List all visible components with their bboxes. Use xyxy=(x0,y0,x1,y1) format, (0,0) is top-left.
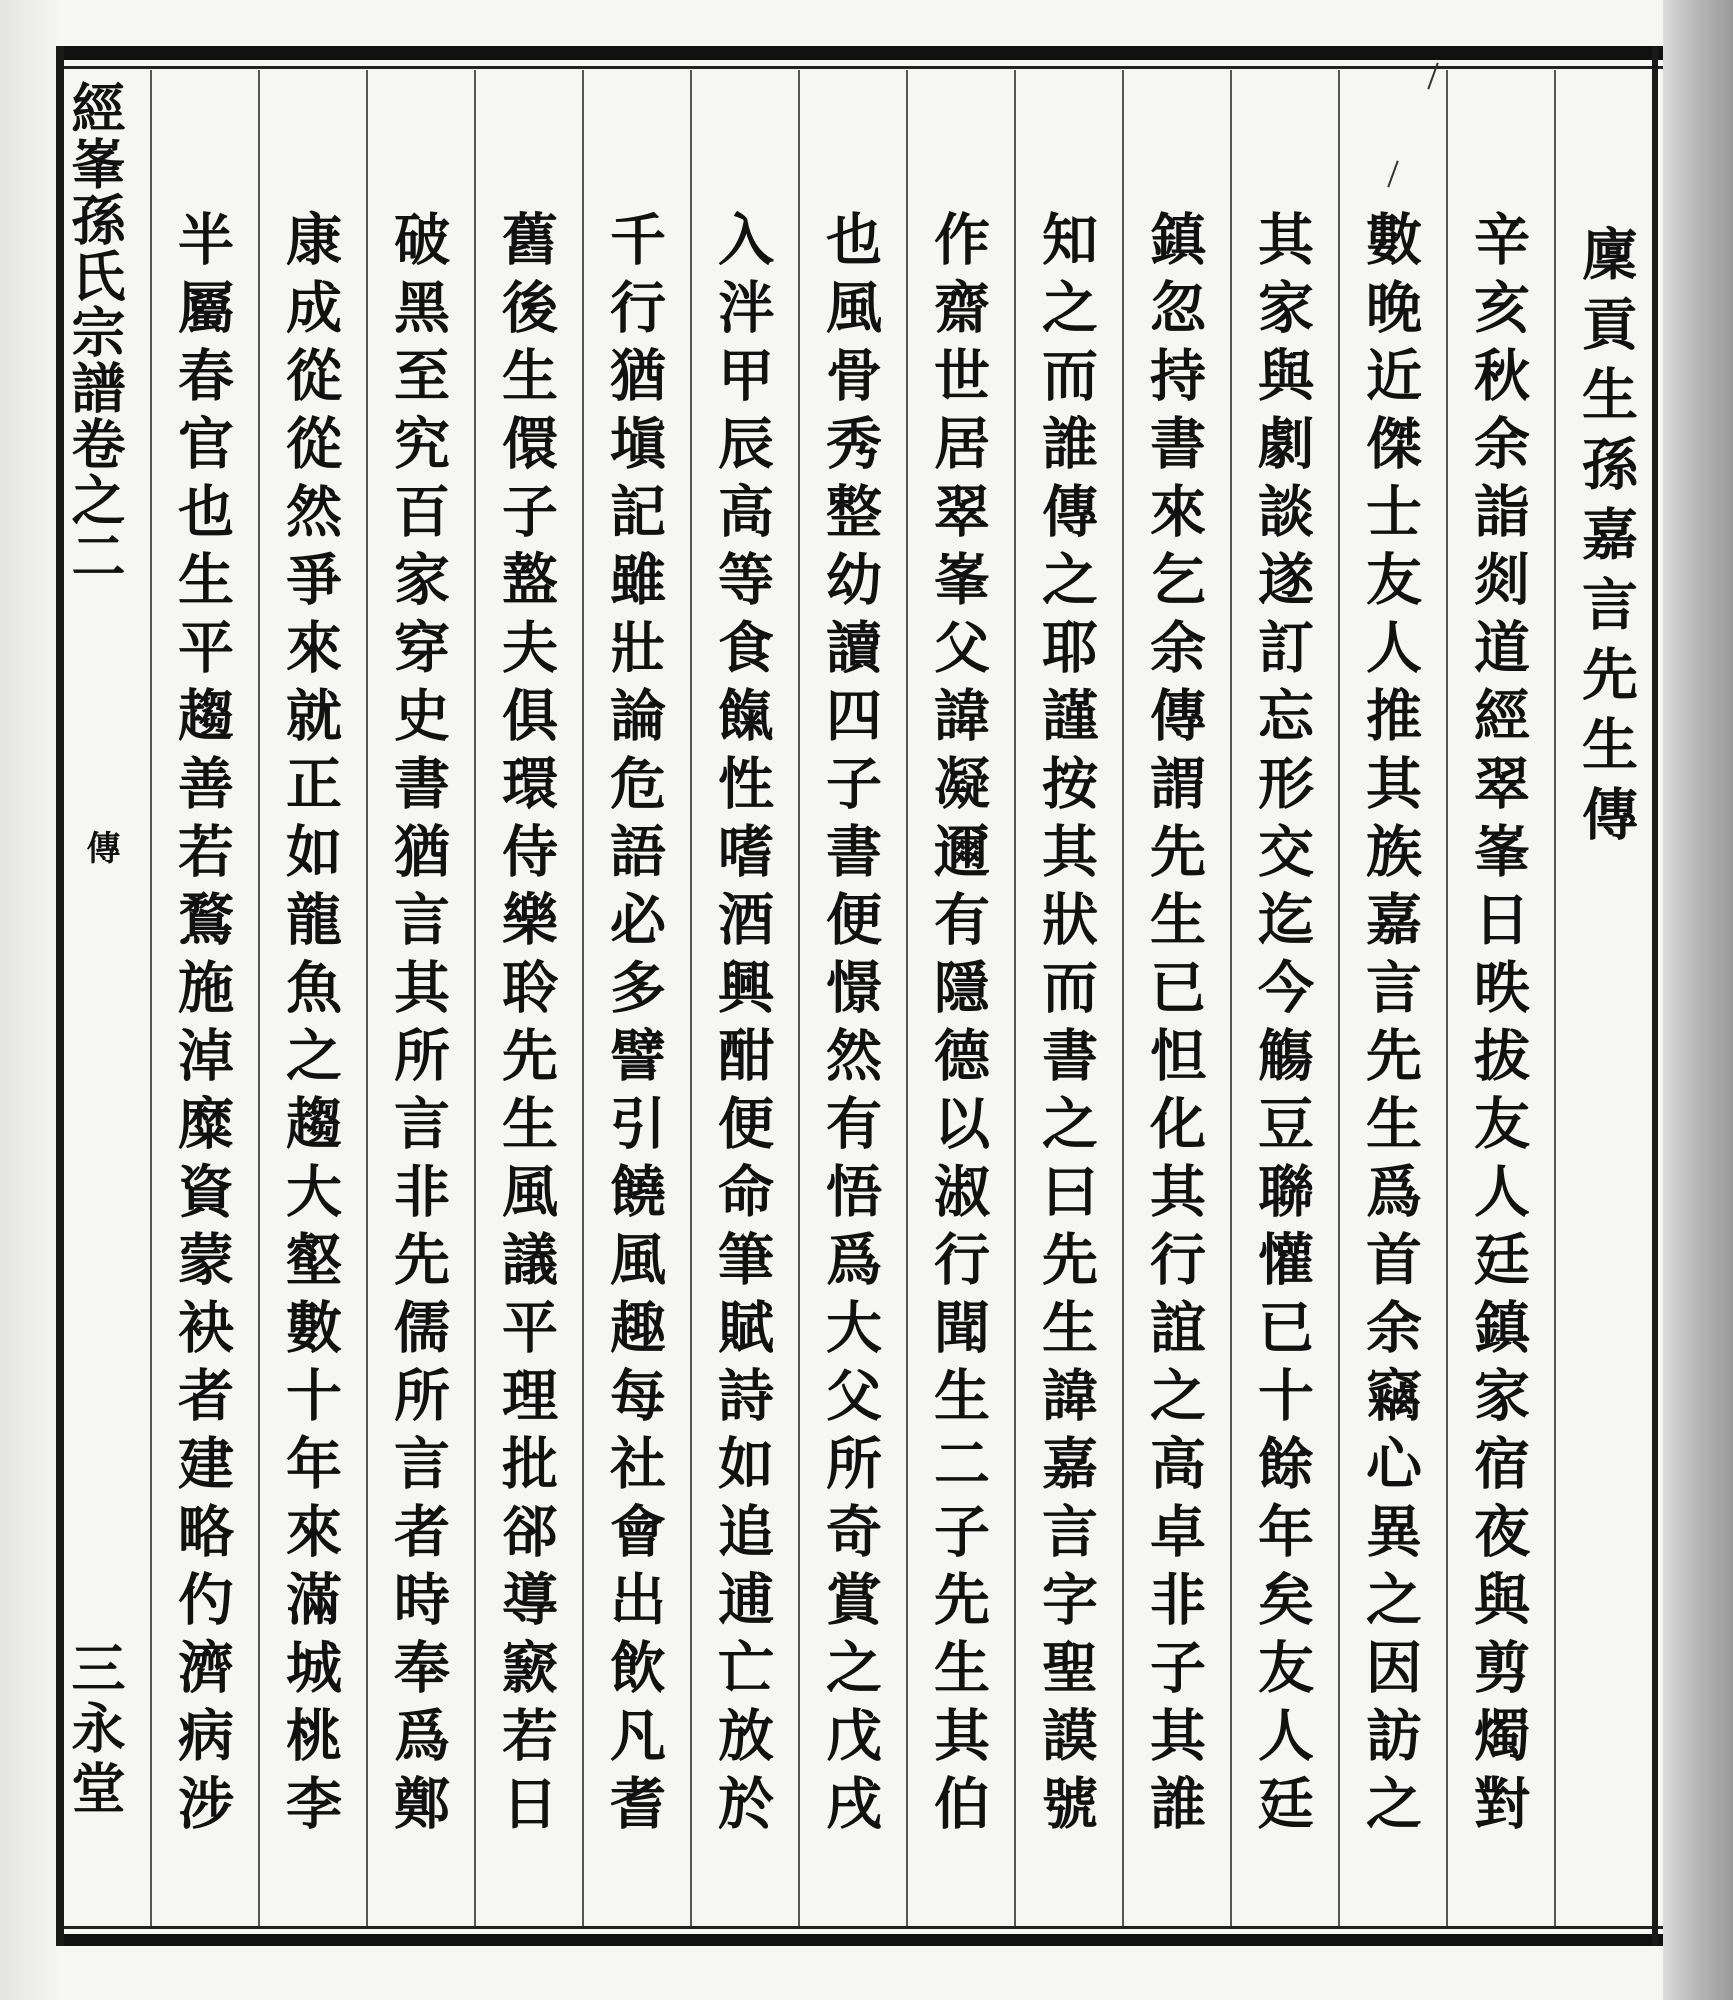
column-rule xyxy=(690,70,692,1926)
hall-name: 三永堂 xyxy=(63,1640,127,1820)
text-column: 其家與劇談遂訂忘形交迄今觴豆聯懽已十餘年矣友人廷 xyxy=(1249,210,1315,1842)
column-rule xyxy=(1122,70,1124,1926)
column-rule xyxy=(1014,70,1016,1926)
column-rule xyxy=(1338,70,1340,1926)
text-column: 知之而誰傳之耶謹按其狀而書之曰先生諱嘉言字聖謨號 xyxy=(1033,210,1099,1842)
bottom-border xyxy=(58,1934,1663,1946)
volume-label: 卷之二 xyxy=(63,416,127,584)
text-column: 千行猶塡記雖壯論危語必多譬引饒風趣每社會出飲凡耆 xyxy=(601,210,667,1842)
book-title-text: 經峯孫氏宗譜 xyxy=(63,80,127,416)
text-column: 數晚近傑士友人推其族嘉言先生爲首余竊心異之因訪之 xyxy=(1357,210,1423,1842)
text-column: 作齋世居翠峯父諱凝邇有隱德以淑行聞生二子先生其伯 xyxy=(925,210,991,1842)
text-column: 舊後生儇子盩夫俱環侍樂聆先生風議平理批郤導窾若日 xyxy=(493,210,559,1842)
page-left-shadow xyxy=(0,0,60,2000)
margin-strip xyxy=(64,80,126,1930)
text-column: 入泮甲辰高等食餼性嗜酒興酣便命筆賦詩如追逋亡放於 xyxy=(709,210,775,1842)
column-rule xyxy=(366,70,368,1926)
column-rule xyxy=(1446,70,1448,1926)
text-column: 破黑至究百家穿史書猶言其所言非先儒所言者時奉爲鄭 xyxy=(385,210,451,1842)
column-rule xyxy=(150,70,152,1926)
column-rule xyxy=(582,70,584,1926)
column-rule xyxy=(258,70,260,1926)
scan-mark xyxy=(1387,161,1398,188)
top-border xyxy=(58,46,1663,60)
text-column: 鎮忽持書來乞余傳謂先生已怛化其行誼之高卓非子其誰 xyxy=(1141,210,1207,1842)
right-border xyxy=(1652,46,1658,1946)
section-label: 傳 xyxy=(80,830,120,864)
column-rule xyxy=(798,70,800,1926)
text-column: 也風骨秀整幼讀四子書便憬然有悟爲大父所奇賞之戊戌 xyxy=(817,210,883,1842)
column-rule xyxy=(1230,70,1232,1926)
text-column: 辛亥秋余詣剡道經翠峯日昳拔友人廷鎮家宿夜與剪燭對 xyxy=(1465,210,1531,1842)
bottom-inner-border xyxy=(58,1926,1663,1929)
book-title xyxy=(64,80,126,584)
page-right-shadow xyxy=(1663,0,1733,2000)
top-inner-border xyxy=(58,66,1663,69)
column-rule xyxy=(474,70,476,1926)
text-column: 半屬春官也生平趨善若鶩施淖糜資蒙袂者建略仢濟病涉 xyxy=(169,210,235,1842)
biography-title: 廩貢生孫嘉言先生傳 xyxy=(1573,225,1639,855)
column-rule xyxy=(906,70,908,1926)
text-column: 康成從從然爭來就正如龍魚之趨大壑數十年來滿城桃李 xyxy=(277,210,343,1842)
column-rule xyxy=(1554,70,1556,1926)
